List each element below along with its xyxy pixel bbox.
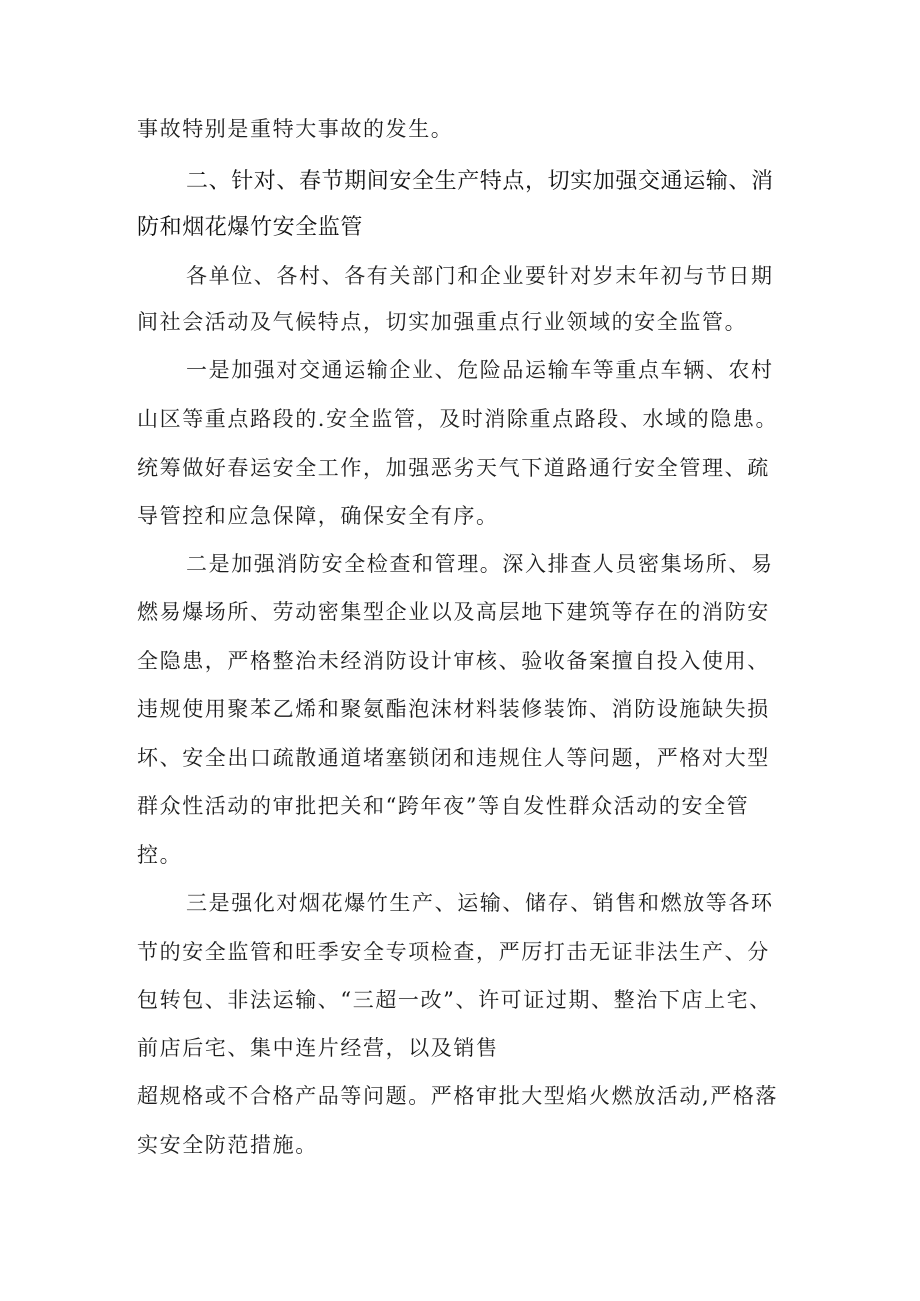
text-line-1: 事故特别是重特大事故的发生。 [137,117,454,141]
text-line-20: 前店后宅、集中连片经营，以及销售 [137,1036,499,1060]
text-line-13: 违规使用聚苯乙烯和聚氨酯泡沫材料装修装饰、消防设施缺失损 [137,697,770,721]
text-line-19: 包转包、非法运输、“三超一改”、许可证过期、整治下店上宅、 [137,988,772,1012]
text-line-22: 实安全防范措施。 [137,1133,318,1157]
text-line-14: 坏、安全出口疏散通道堵塞锁闭和违规住人等问题，严格对大型 [137,746,770,770]
section-heading-line-1: 二、针对、春节期间安全生产特点，切实加强交通运输、消 [186,169,774,194]
text-line-9: 导管控和应急保障，确保安全有序。 [137,504,499,528]
text-line-17: 三是强化对烟花爆竹生产、运输、储存、销售和燃放等各环 [186,891,774,915]
text-line-10: 二是加强消防安全检查和管理。深入排查人员密集场所、易 [186,552,774,576]
text-line-6: 一是加强对交通运输企业、危险品运输车等重点车辆、农村 [186,358,774,382]
text-line-16: 控。 [137,843,183,867]
text-line-7: 山区等重点路段的.安全监管，及时消除重点路段、水域的隐患。 [137,407,779,431]
text-line-4: 各单位、各村、各有关部门和企业要针对岁末年初与节日期 [186,264,774,288]
text-line-15: 群众性活动的审批把关和“跨年夜”等自发性群众活动的安全管 [137,794,750,818]
text-line-11: 燃易爆场所、劳动密集型企业以及高层地下建筑等存在的消防安 [137,600,770,624]
text-line-5: 间社会活动及气候特点，切实加强重点行业领域的安全监管。 [137,310,748,334]
text-line-8: 统筹做好春运安全工作，加强恶劣天气下道路通行安全管理、疏 [137,456,770,480]
section-heading-line-2: 防和烟花爆竹安全监管 [137,215,364,240]
text-line-21: 超规格或不合格产品等问题。严格审批大型焰火燃放活动,严格落 [137,1084,779,1108]
text-line-12: 全隐患，严格整治未经消防设计审核、验收备案擅自投入使用、 [137,649,770,673]
text-line-18: 节的安全监管和旺季安全专项检查，严厉打击无证非法生产、分 [137,940,770,964]
